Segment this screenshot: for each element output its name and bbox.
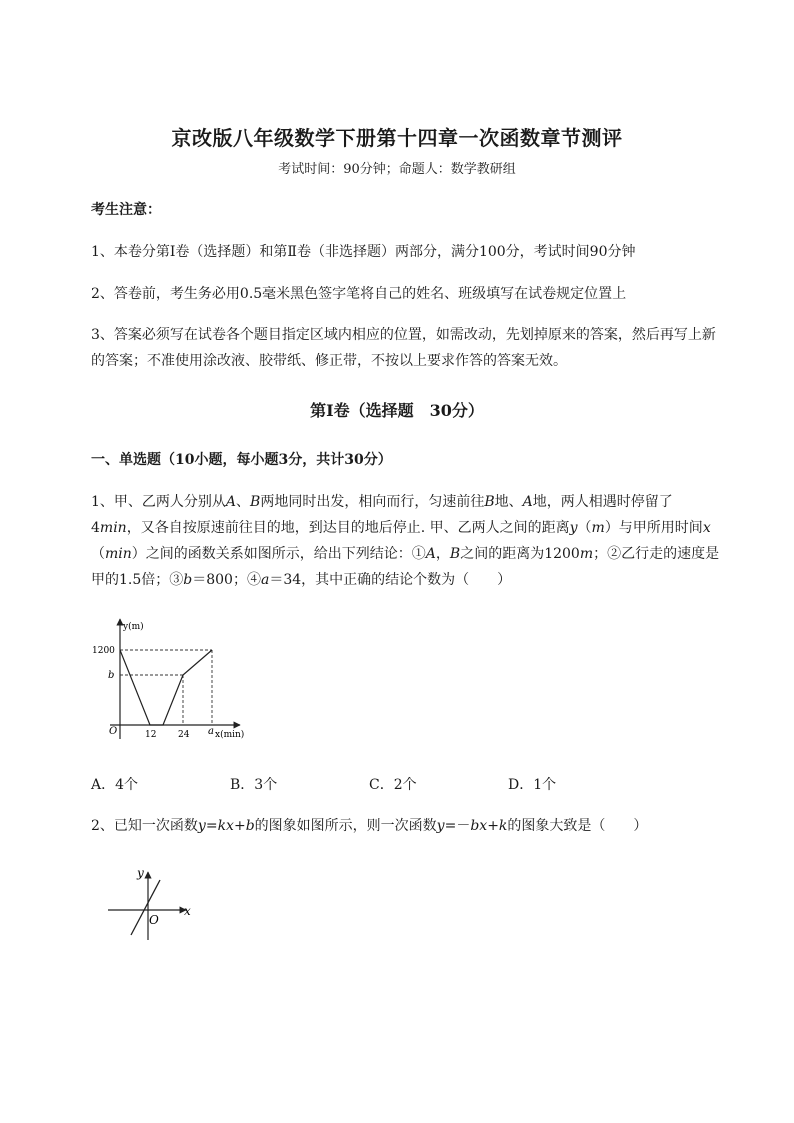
origin-label: O: [149, 913, 159, 927]
y-label: y: [137, 866, 144, 880]
question-2-line-1: 2、已知一次函数y=kx+b的图象如图所示，则一次函数y=－bx+k的图象大致是（ ）: [91, 818, 648, 834]
question-1-line-4: 甲的1.5倍；③b＝800；④a＝34，其中正确的结论个数为（ ）: [91, 572, 512, 588]
question-1-line-3: （min）之间的函数关系如图所示，给出下列结论：①A，B之间的距离为1200m；②乙行走的速度是: [91, 546, 720, 562]
origin-label: O: [109, 726, 118, 737]
option-b[interactable]: B．3个: [230, 777, 278, 793]
x-label: x: [184, 904, 191, 918]
section-title: 第I卷（选择题 30分）: [310, 401, 484, 420]
page-title: 京改版八年级数学下册第十四章一次函数章节测评: [171, 126, 623, 150]
distance-graph-line: [120, 650, 212, 725]
notice-heading: 考生注意：: [91, 202, 161, 218]
notice-item-2: 2、答卷前，考生务必用0.5毫米黑色签字笔将自己的姓名、班级填写在试卷规定位置上: [91, 286, 627, 302]
notice-item-1: 1、本卷分第I卷（选择题）和第Ⅱ卷（非选择题）两部分，满分100分，考试时间90分钟: [91, 244, 636, 260]
notice-item-3-line-2: 的答案；不准使用涂改液、胶带纸、修正带，不按以上要求作答的答案无效。: [91, 353, 567, 369]
option-a[interactable]: A．4个: [91, 777, 139, 793]
question-1-line-2: 4min，又各自按原速前往目的地，到达目的地后停止. 甲、乙两人之间的距离y（m）与甲所用时间x: [91, 520, 711, 536]
notice-item-3-line-1: 3、答案必须写在试卷各个题目指定区域内相应的位置，如需改动，先划掉原来的答案，然后再写上新: [91, 327, 716, 343]
question-1-graph: [88, 613, 258, 748]
x-axis-label: x(min): [215, 730, 245, 740]
question-1-line-1: 1、甲、乙两人分别从A、B两地同时出发，相向而行，匀速前往B地、A地，两人相遇时停留了: [91, 494, 673, 510]
x-tick-24: 24: [178, 730, 190, 740]
x-tick-12: 12: [145, 730, 157, 740]
option-c[interactable]: C．2个: [369, 777, 417, 793]
x-tick-a: a: [208, 726, 214, 737]
y-tick-1200: 1200: [92, 646, 115, 656]
y-tick-b: b: [108, 670, 115, 681]
exam-info: 考试时间：90分钟；命题人：数学教研组: [278, 162, 516, 177]
option-d[interactable]: D．1个: [508, 777, 557, 793]
y-axis-label: y(m): [123, 622, 144, 632]
question-2-graph: [104, 866, 194, 946]
part-heading: 一、单选题（10小题，每小题3分，共计30分）: [91, 452, 392, 468]
